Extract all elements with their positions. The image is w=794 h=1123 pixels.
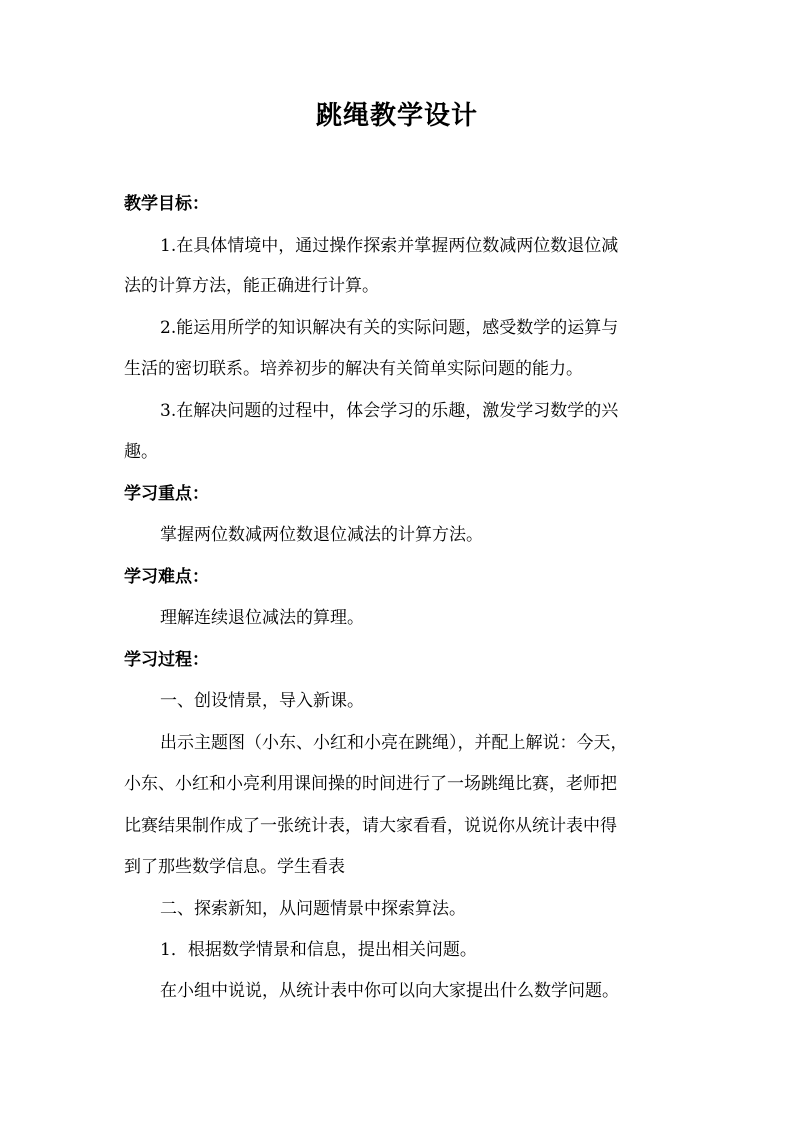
key-points-text: 掌握两位数减两位数退位减法的计算方法。 [160, 525, 483, 545]
objective-3-line-1: 3.在解决问题的过程中，体会学习的乐趣，激发学习数学的兴 [160, 401, 619, 421]
key-points-heading: 学习重点： [124, 484, 209, 504]
objectives-heading: 教学目标： [124, 194, 209, 214]
objective-2-line-2: 生活的密切联系。培养初步的解决有关简单实际问题的能力。 [124, 359, 583, 379]
difficulty-heading: 学习难点： [124, 567, 209, 587]
objective-1-line-2: 法的计算方法，能正确进行计算。 [124, 276, 379, 296]
difficulty-text: 理解连续退位减法的算理。 [160, 608, 364, 628]
process-heading: 学习过程： [124, 650, 209, 670]
objective-3-line-2: 趣。 [124, 442, 158, 462]
step-1-para-line-2: 小东、小红和小亮利用课间操的时间进行了一场跳绳比赛，老师把 [124, 774, 617, 794]
objective-2-line-1: 2.能运用所学的知识解决有关的实际问题，感受数学的运算与 [160, 318, 619, 338]
step-2-heading: 二、探索新知，从问题情景中探索算法。 [160, 899, 466, 919]
step-2-item-1-text: 在小组中说说，从统计表中你可以向大家提出什么数学问题。 [160, 981, 619, 1001]
step-1-heading: 一、创设情景，导入新课。 [160, 691, 364, 711]
step-1-para-line-3: 比赛结果制作成了一张统计表，请大家看看，说说你从统计表中得 [124, 816, 617, 836]
objective-1-line-1: 1.在具体情境中，通过操作探索并掌握两位数减两位数退位减 [160, 236, 619, 256]
document-title: 跳绳教学设计 [315, 101, 478, 131]
step-2-item-1: 1．根据数学情景和信息，提出相关问题。 [160, 940, 477, 960]
step-1-para-line-1: 出示主题图（小东、小红和小亮在跳绳），并配上解说：今天， [160, 733, 628, 753]
step-1-para-line-4: 到了那些数学信息。学生看表 [124, 857, 345, 877]
